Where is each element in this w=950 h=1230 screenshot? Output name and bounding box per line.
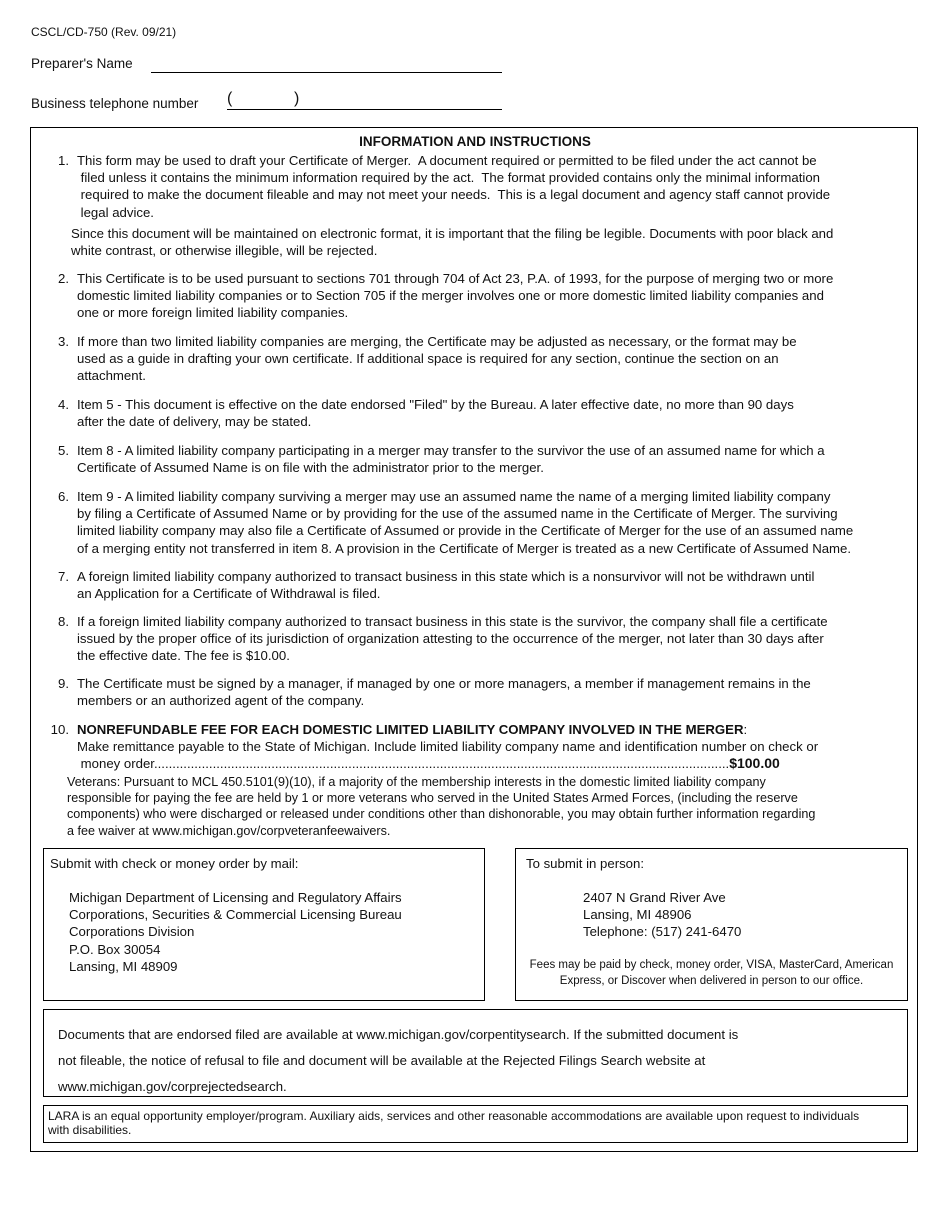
preparer-name-label: Preparer's Name: [31, 56, 133, 71]
phone-area-open: (: [227, 90, 233, 107]
preparer-name-field[interactable]: [151, 72, 502, 73]
fee-remittance-line: Make remittance payable to the State of Michigan. Include limited liability company name and identification number on check or: [77, 739, 819, 755]
instruction-item-1: 1. This form may be used to draft your Certificate of Merger. A document required or permitted to be filed under the act cannot be filed unless it contains the minimum information required by the act. The format provided contains only the minimal information required to make the document fileable and may not meet your needs. This is a legal document and agency staff cannot provide legal advice.: [39, 152, 899, 221]
fee-amount: $100.00: [729, 755, 780, 771]
form-id: CSCL/CD-750 (Rev. 09/21): [31, 25, 177, 39]
veterans-note: Veterans: Pursuant to MCL 450.5101(9)(10), if a majority of the membership interests in the domestic limited liability company responsible for paying the fee are held by 1 or more veterans who served in the United States Armed Forces, (including the reserve components) who were discharged or released under conditions other than dishonorable, you may obtain further information regarding a fee waiver at www.michigan.gov/corpveteranfeewaivers.: [67, 775, 816, 838]
in-person-address: 2407 N Grand River Ave Lansing, MI 48906 Telephone: (517) 241-6470: [583, 890, 742, 940]
lara-notice: LARA is an equal opportunity employer/program. Auxiliary aids, services and other reasonable accommodations are available upon request to individuals with disabilities.: [48, 1109, 860, 1137]
instruction-item-10: 10. NONREFUNDABLE FEE FOR EACH DOMESTIC LIMITED LIABILITY COMPANY INVOLVED IN THE MERGER: Make remittance payable to the State of Michigan. Include limited liability company name and identification number on check or: [39, 721, 899, 755]
item1-line: filed unless it contains the minimum information required by the act. The format provided contains only the minimal information: [77, 170, 821, 186]
endorsed-documents-note: Documents that are endorsed filed are available at www.michigan.gov/corpentitysearch. If the submitted document is not fileable, the notice of refusal to file and document will be available at the Rejected Filings Search website at www.michigan.gov/corprejectedsearch.: [58, 1027, 739, 1094]
business-phone-field[interactable]: [227, 109, 502, 110]
lara-notice-box: [43, 1105, 908, 1143]
instruction-item-2: 2. This Certificate is to be used pursuant to sections 701 through 704 of Act 23, P.A. of 1993, for the purpose of merging two or more domestic limited liability companies or to Section 705 if the merger involves one or more domestic limited liability companies and one or more foreign limited liability companies.: [58, 271, 834, 321]
payment-methods-note: Fees may be paid by check, money order, VISA, MasterCard, American Express, or Discover when delivered in person to our office.: [529, 959, 894, 987]
endorsed-documents-box: [43, 1009, 908, 1097]
phone-area-close: ): [294, 90, 300, 107]
in-person-heading: To submit in person:: [526, 856, 645, 871]
instruction-item-7: 7. A foreign limited liability company authorized to transact business in this state which is a nonsurvivor will not be withdrawn until an Application for a Certificate of Withdrawal is filed.: [58, 569, 815, 602]
mail-submission-box: [43, 848, 485, 1001]
mail-address: Michigan Department of Licensing and Regulatory Affairs Corporations, Securities & Commercial Licensing Bureau Corporations Division P.O. Box 30054 Lansing, MI 48909: [69, 890, 402, 974]
instructions-title: INFORMATION AND INSTRUCTIONS: [359, 134, 591, 149]
item1-line: This form may be used to draft your Certificate of Merger. A document required or permitted to be filed under the act cannot be: [77, 153, 817, 168]
instruction-item-9: 9. The Certificate must be signed by a manager, if managed by one or more managers, a member if management remains in the members or an authorized agent of the company.: [58, 676, 811, 709]
item1-line: legal advice.: [77, 204, 154, 220]
fee-heading: NONREFUNDABLE FEE FOR EACH DOMESTIC LIMITED LIABILITY COMPANY INVOLVED IN THE MERGER: [77, 722, 744, 737]
instruction-item-5: 5. Item 8 - A limited liability company participating in a merger may transfer to the survivor the use of an assumed name for which a Certificate of Assumed Name is on file with the administrator prior to the merger.: [58, 443, 825, 476]
item1-line: required to make the document fileable and may not meet your needs. This is a legal document and agency staff cannot provide: [77, 187, 831, 203]
instruction-item-6: 6. Item 9 - A limited liability company surviving a merger may use an assumed name the name of a merging limited liability company by filing a Certificate of Assumed Name or by providing for the use of the assumed name in the Certificate of Merger. The surviving limited liability company may also file a Certificate of Assumed or provide in the Certificate of Merger for the use of an assumed name of a merging entity not transferred in item 8. A provision in the Certificate of Merger is treated as a new Certificate of Assumed Name.: [58, 489, 854, 556]
business-phone-label: Business telephone number: [31, 96, 199, 111]
instruction-item-4: 4. Item 5 - This document is effective on the date endorsed "Filed" by the Bureau. A later effective date, no more than 90 days after the date of delivery, may be stated.: [58, 397, 794, 430]
in-person-submission-box: [515, 848, 908, 1001]
instruction-item-8: 8. If a foreign limited liability company authorized to transact business in this state is the survivor, the company shall file a certificate issued by the proper office of its jurisdiction of organization attesting to the occurrence of the merger, not later than 30 days after the effective date. The fee is $10.00.: [58, 614, 828, 664]
instructions-box: [30, 127, 918, 1152]
fee-amount-line: money order.............................................................................................................................................................$100.00: [77, 755, 780, 771]
mail-heading: Submit with check or money order by mail:: [50, 856, 299, 871]
instruction-item-3: 3. If more than two limited liability companies are merging, the Certificate may be adjusted as necessary, or the format may be used as a guide in drafting your own certificate. If additional space is required for any section, continue the section on an attachment.: [58, 334, 797, 384]
item1-legibility-note: Since this document will be maintained on electronic format, it is important that the filing be legible. Documents with poor black and white contrast, or otherwise illegible, will be rejected.: [71, 226, 834, 259]
